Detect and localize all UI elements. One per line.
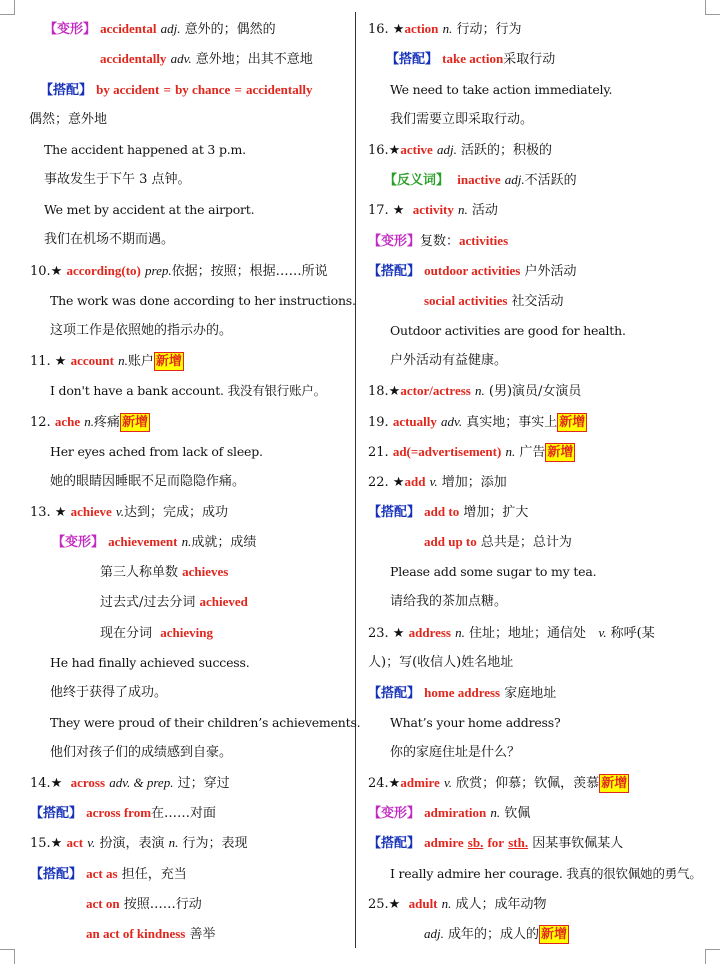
example-en: The work was done according to her instructions. xyxy=(50,293,356,308)
variant-admiration: 【变形】 admiration n. 钦佩 xyxy=(368,805,531,821)
example-zh: 她的眼睛因睡眠不足而隐隐作痛。 xyxy=(50,474,246,489)
column-divider xyxy=(355,12,356,948)
entry-activity: 17. ★ activity n. 活动 xyxy=(368,202,498,218)
entry-accidental: 【变形】 accidental adj. 意外的；偶然的 xyxy=(44,21,276,37)
collocation-add-up-to: add up to 总共是；总计为 xyxy=(424,534,572,550)
new-badge: 新增 xyxy=(601,776,628,791)
collocation-act-on: act on 按照……行动 xyxy=(86,896,202,912)
entry-admire: 24.★admire v. 欣赏；仰慕；钦佩，羡慕 新增 xyxy=(368,775,628,791)
example-zh: 你的家庭住址是什么？ xyxy=(390,745,521,760)
antonym-inactive: 【反义词】 inactive adj.不活跃的 xyxy=(384,172,577,188)
entry-adult: 25.★ adult n. 成人；成年动物 xyxy=(368,896,547,912)
entry-ad: 21. ad(=advertisement) n. 广告 新增 xyxy=(368,444,574,460)
example-en: We met by accident at the airport. xyxy=(44,202,255,217)
entry-account: 11. ★ account n.账户 新增 xyxy=(30,353,182,369)
form-third-person: 第三人称单数 achieves xyxy=(100,564,229,580)
example-en: He had finally achieved success. xyxy=(50,655,250,670)
collocation-take-action: 【搭配】 take action采取行动 xyxy=(386,51,556,67)
entry-ache: 12. ache n.疼痛 新增 xyxy=(30,414,149,430)
example-en: What’s your home address? xyxy=(390,715,561,730)
variant-achievement: 【变形】 achievement n.成就；成绩 xyxy=(52,534,257,550)
example-zh: 他终于获得了成功。 xyxy=(50,685,168,700)
new-badge: 新增 xyxy=(541,927,568,942)
new-badge: 新增 xyxy=(122,415,149,430)
collocation-act-as: 【搭配】 act as 担任，充当 xyxy=(30,866,187,882)
entry-add: 22. ★add v. 增加；添加 xyxy=(368,474,507,490)
entry-across: 14.★ across adv. & prep. 过；穿过 xyxy=(30,775,230,791)
entry-accidentally: accidentally adv. 意外地；出其不意地 xyxy=(100,51,313,67)
corner-mark-bl xyxy=(0,949,15,964)
example-en: We need to take action immediately. xyxy=(390,82,613,97)
entry-actually: 19. actually adv. 真实地；事实上 新增 xyxy=(368,414,586,430)
address-definition-cont: 人)；写(收信人)姓名地址 xyxy=(368,655,514,670)
variant-activities: 【变形】复数：activities xyxy=(368,233,509,249)
example: I don't have a bank account. 我没有银行账户。 xyxy=(50,383,326,398)
new-badge: 新增 xyxy=(547,445,574,460)
adult-adj: adj. 成年的；成人的 新增 xyxy=(424,926,568,942)
entry-address: 23. ★ address n. 住址；地址；通信处 v. 称呼(某 xyxy=(368,625,655,641)
entry-act: 15.★ act v. 扮演，表演 n. 行为；表现 xyxy=(30,835,248,851)
form-past: 过去式/过去分词 achieved xyxy=(100,594,248,610)
corner-mark-tl xyxy=(0,0,15,15)
form-present-participle: 现在分词 achieving xyxy=(100,625,214,641)
entry-active: 16.★active adj. 活跃的；积极的 xyxy=(368,142,552,158)
collocation-across-from: 【搭配】 across from在……对面 xyxy=(30,805,217,821)
corner-mark-br xyxy=(705,949,720,964)
collocation-by-accident: 【搭配】 by accident = by chance = accidentally xyxy=(40,82,313,98)
collocation-social-activities: social activities 社交活动 xyxy=(424,293,564,309)
new-badge: 新增 xyxy=(155,354,182,369)
collocation-admire-sb-for-sth: 【搭配】 admire sb. for sth. 因某事钦佩某人 xyxy=(368,835,624,851)
collocation-outdoor-activities: 【搭配】 outdoor activities 户外活动 xyxy=(368,263,577,279)
collocation-add-to: 【搭配】 add to 增加；扩大 xyxy=(368,504,529,520)
collocation-home-address: 【搭配】 home address 家庭地址 xyxy=(368,685,557,701)
example-en: The accident happened at 3 p.m. xyxy=(44,142,246,157)
example-zh: 我们在机场不期而遇。 xyxy=(44,232,175,247)
entry-according-to: 10.★ according(to) prep.依据；按照；根据……所说 xyxy=(30,263,328,279)
example-zh: 户外活动有益健康。 xyxy=(390,353,508,368)
example-zh: 这项工作是依照她的指示办的。 xyxy=(50,323,233,338)
new-badge: 新增 xyxy=(559,415,586,430)
example: I really admire her courage. 我真的很钦佩她的勇气。 xyxy=(390,866,702,881)
entry-action: 16. ★action n. 行动；行为 xyxy=(368,21,522,37)
example-zh: 事故发生于下午 3 点钟。 xyxy=(44,172,191,187)
by-accident-definition: 偶然；意外地 xyxy=(29,112,108,127)
example-en: Outdoor activities are good for health. xyxy=(390,323,626,338)
corner-mark-tr xyxy=(705,0,720,15)
example-zh: 我们需要立即采取行动。 xyxy=(390,112,534,127)
entry-achieve: 13. ★ achieve v.达到；完成；成功 xyxy=(30,504,228,520)
collocation-act-of-kindness: an act of kindness 善举 xyxy=(86,926,216,942)
entry-actor-actress: 18.★actor/actress n. (男)演员/女演员 xyxy=(368,383,582,399)
example-en: Please add some sugar to my tea. xyxy=(390,564,597,579)
example-en: Her eyes ached from lack of sleep. xyxy=(50,444,263,459)
example-zh: 请给我的茶加点糖。 xyxy=(390,594,508,609)
example-zh: 他们对孩子们的成绩感到自豪。 xyxy=(50,745,233,760)
example-en: They were proud of their children’s achievements. xyxy=(50,715,361,730)
